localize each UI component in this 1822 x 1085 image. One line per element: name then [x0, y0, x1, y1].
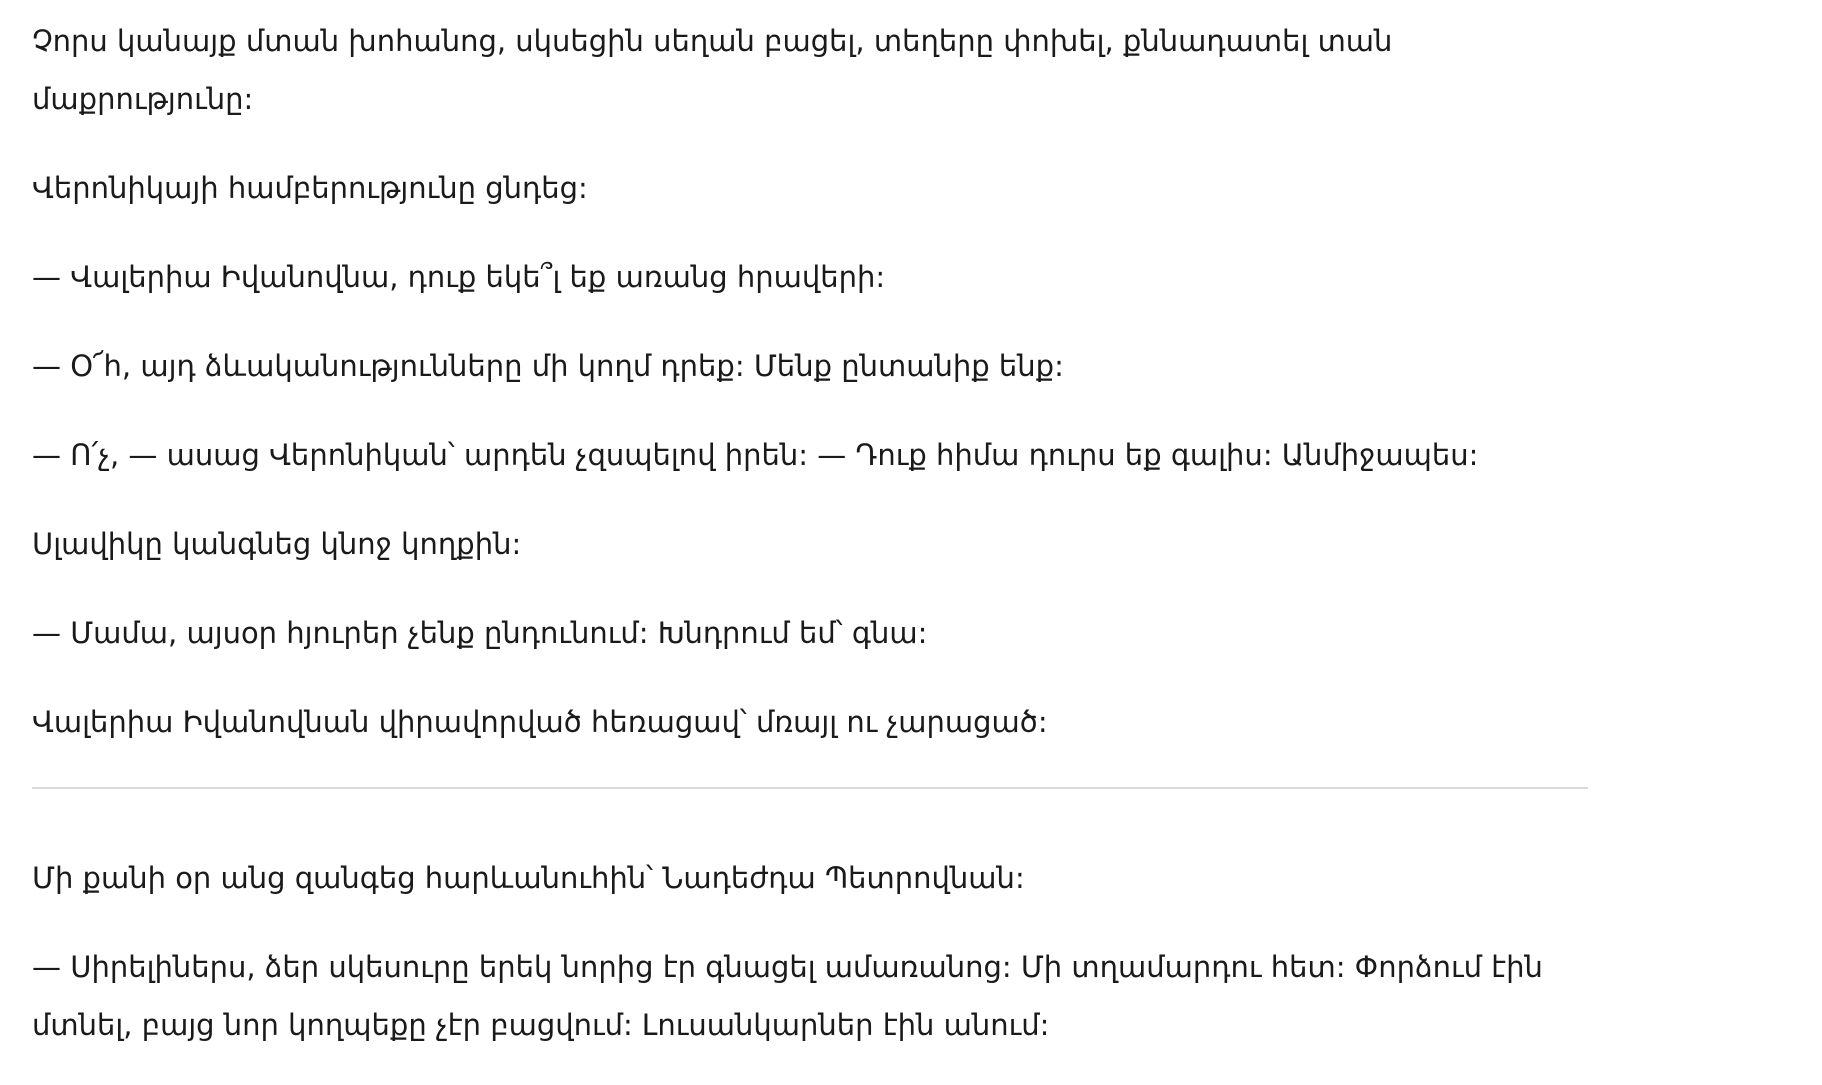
- paragraph: Վալերիա Իվանովնան վիրավորված հեռացավ՝ մռայլ ու չարացած:: [32, 705, 1048, 739]
- paragraph: — Մամա, այսօր հյուրեր չենք ընդունում: Խնդրում եմ՝ գնա:: [32, 616, 928, 650]
- paragraph: Վերոնիկայի համբերությունը ցնդեց:: [32, 171, 588, 205]
- paragraph: — Օ՜հ, այդ ձևականությունները մի կողմ դրեք: Մենք ընտանիք ենք:: [32, 349, 1064, 383]
- article-body: [32, 12, 1592, 1085]
- section-divider: [32, 787, 1588, 789]
- paragraph: Սլավիկը կանգնեց կնոջ կողքին:: [32, 527, 522, 561]
- paragraph: Չորս կանայք մտան խոհանոց, սկսեցին սեղան բացել, տեղերը փոխել, քննադատել տան մաքրությունը:: [32, 24, 1393, 116]
- paragraph: — Ո՛չ, — ասաց Վերոնիկան՝ արդեն չզսպելով իրեն: — Դուք հիմա դուրս եք գալիս: Անմիջապես:: [32, 438, 1479, 472]
- paragraph: Մի քանի օր անց զանգեց հարևանուհին՝ Նադեժդա Պետրովնան:: [32, 861, 1025, 895]
- paragraph: — Սիրելիներս, ձեր սկեսուրը երեկ նորից էր գնացել ամառանոց: Մի տղամարդու հետ: Փորձում էին մտնել, բայց նոր կողպեքը չէր բացվում: Լուսանկարներ էին անում:: [32, 950, 1543, 1042]
- paragraph: — Վալերիա Իվանովնա, դուք եկե՞լ եք առանց հրավերի:: [32, 260, 886, 294]
